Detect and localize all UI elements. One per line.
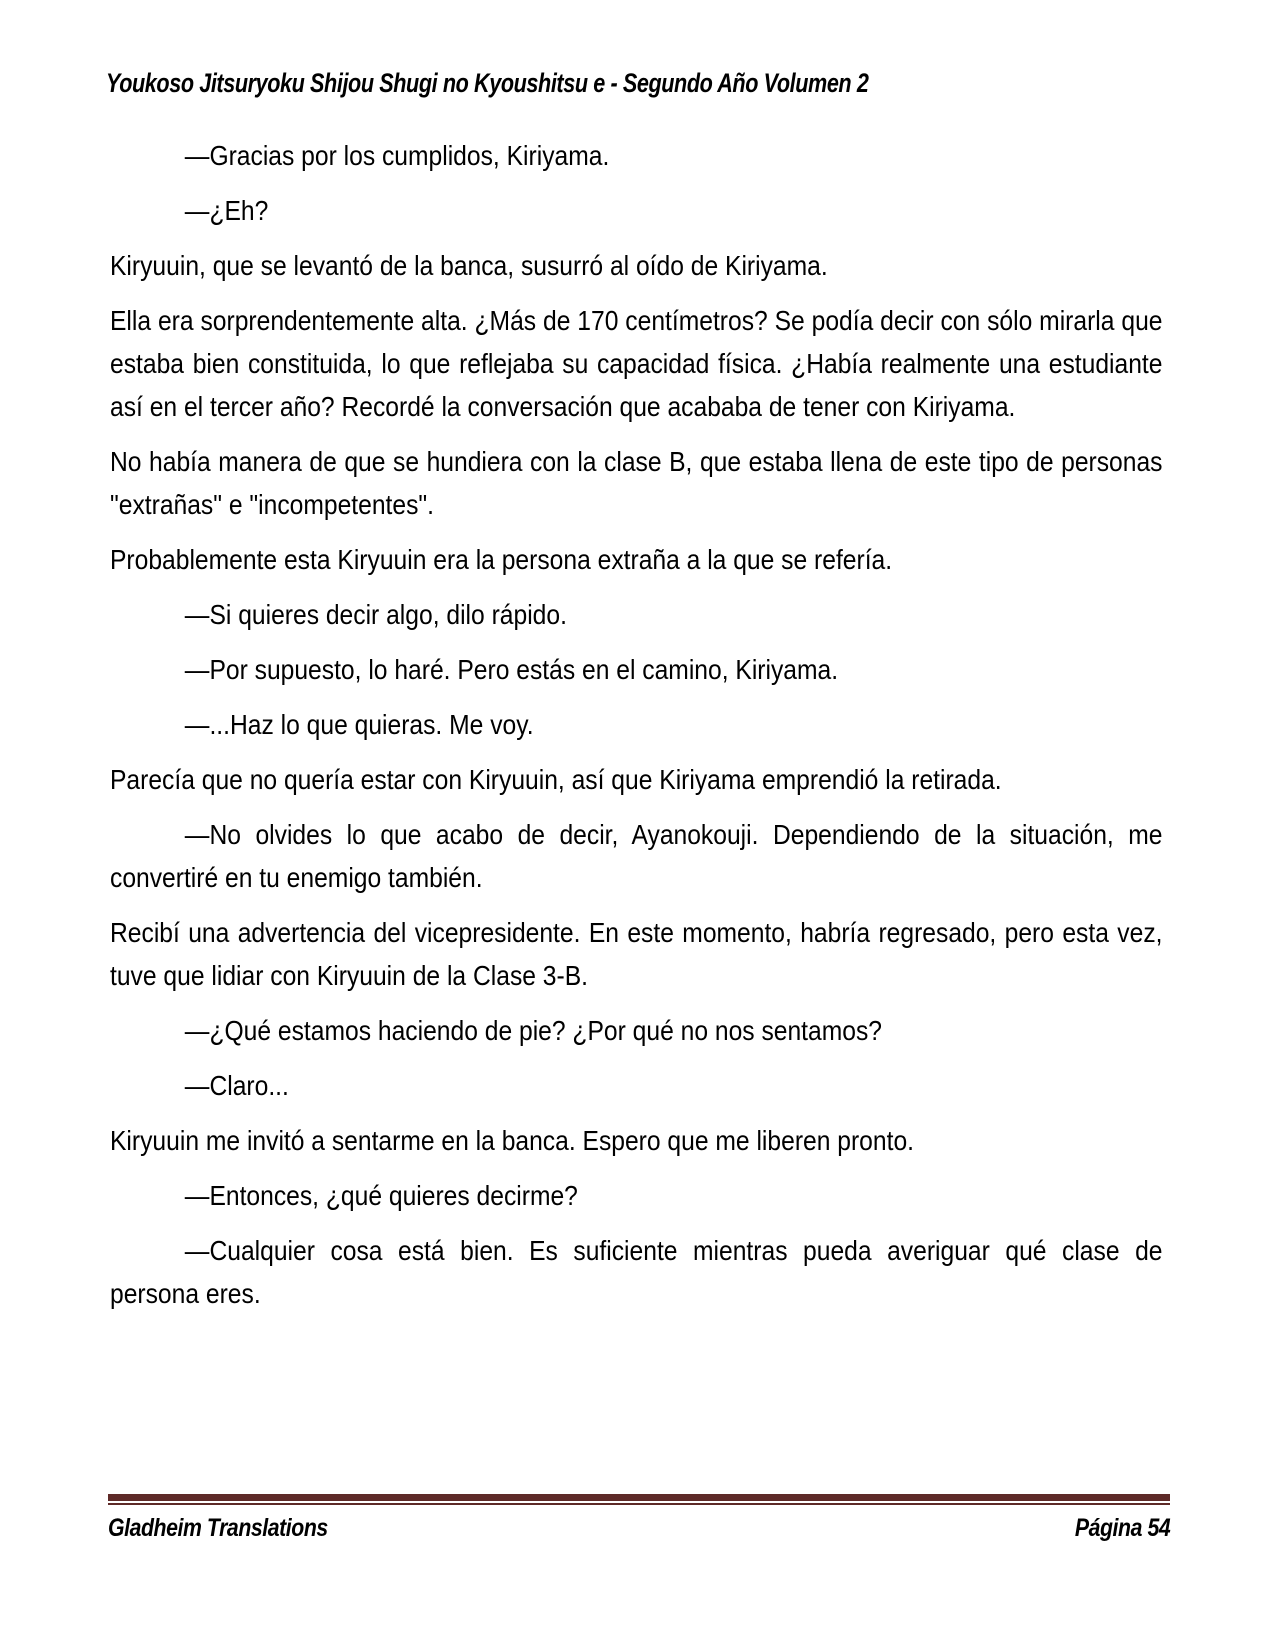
paragraph-narration: Parecía que no quería estar con Kiryuuin, así que Kiriyama emprendió la retirada. [110, 764, 1002, 795]
paragraph-dialogue: —Si quieres decir algo, dilo rápido. [184, 599, 567, 630]
footer-translator-credit: Gladheim Translations [108, 1514, 328, 1542]
paragraph-dialogue: —Claro... [184, 1070, 289, 1101]
footer-page-number: Página 54 [1074, 1514, 1170, 1542]
footer-text-row [108, 1514, 1170, 1543]
paragraph-dialogue: —Cualquier cosa está bien. Es suficiente mientras pueda averiguar qué clase de persona eres. [110, 1235, 1163, 1309]
paragraph-narration: Ella era sorprendentemente alta. ¿Más de 170 centímetros? Se podía decir con sólo mirarla que estaba bien constituida, lo que reflejaba su capacidad física. ¿Había realmente una estudiante así en el tercer año? Recordé la conversación que acababa de tener con Kiriyama. [110, 305, 1163, 422]
paragraph-dialogue: —¿Eh? [184, 195, 269, 226]
paragraph-dialogue: —Entonces, ¿qué quieres decirme? [184, 1180, 578, 1211]
footer-divider-thick [108, 1494, 1170, 1501]
paragraph-narration: Recibí una advertencia del vicepresidente. En este momento, habría regresado, pero esta vez, tuve que lidiar con Kiryuuin de la Clase 3-B. [110, 917, 1163, 991]
page-header [106, 68, 1059, 99]
document-title: Youkoso Jitsuryoku Shijou Shugi no Kyoushitsu e - Segundo Año Volumen 2 [106, 68, 869, 98]
footer-divider-thin [108, 1503, 1170, 1505]
paragraph-dialogue: —No olvides lo que acabo de decir, Ayanokouji. Dependiendo de la situación, me convertiré en tu enemigo también. [110, 819, 1163, 893]
paragraph-dialogue: —¿Qué estamos haciendo de pie? ¿Por qué no nos sentamos? [184, 1015, 882, 1046]
paragraph-narration: No había manera de que se hundiera con la clase B, que estaba llena de este tipo de personas "extrañas" e "incompetentes". [110, 446, 1163, 520]
paragraph-dialogue: —Gracias por los cumplidos, Kiriyama. [184, 140, 610, 171]
paragraph-dialogue: —...Haz lo que quieras. Me voy. [184, 709, 534, 740]
paragraph-narration: Kiryuuin, que se levantó de la banca, susurró al oído de Kiriyama. [110, 250, 828, 281]
paragraph-narration: Kiryuuin me invitó a sentarme en la banca. Espero que me liberen pronto. [110, 1125, 914, 1156]
page-footer [108, 1494, 1170, 1543]
paragraph-narration: Probablemente esta Kiryuuin era la persona extraña a la que se refería. [110, 544, 893, 575]
paragraph-dialogue: —Por supuesto, lo haré. Pero estás en el camino, Kiriyama. [184, 654, 839, 685]
body-text [110, 134, 1162, 1327]
